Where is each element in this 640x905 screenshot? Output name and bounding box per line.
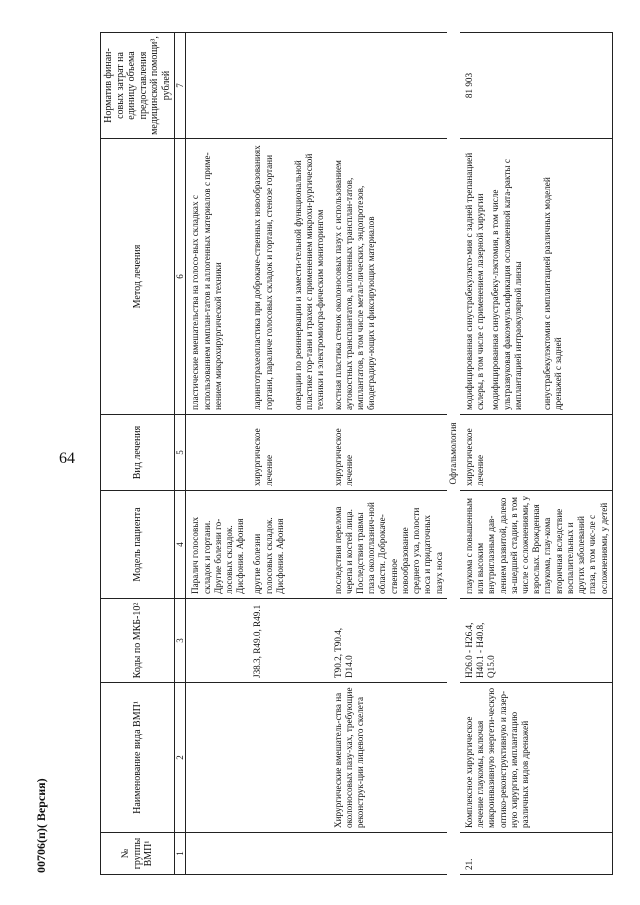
vmp-name-cell: Хирургические вмешатель-ства на околоносовых пазу-хах, требующие реконструк-ции лицевого скелета: [329, 683, 447, 833]
treatment-method-cell: пластические вмешательства на голосо-вых складках с использованием имплан-татов и аллогенных материалов с приме-нением микрохирургической техники: [186, 139, 249, 415]
patient-model-cell: другие болезни голосовых складок. Дисфония. Афония: [248, 491, 328, 599]
icd-codes-cell: T90.2, T90.4, D14.0: [329, 599, 447, 683]
patient-model-cell: Паралич голосовых складок и гортани. Другие болезни го-лосовых складок. Дисфония. Афония: [186, 491, 249, 599]
col-number: 6: [175, 139, 186, 415]
patient-model-cell: последствия перелома черепа и костей лица. Последствия травмы глаза окологлазнич-ной области. Доброкаче-ственное новообразование среднего уха, полости носа и придаточных пазух носа: [329, 491, 447, 599]
col-number: 3: [175, 599, 186, 683]
icd-codes-cell: J38.3, R49.0, R49.1: [248, 599, 328, 683]
vmp-name-cell: Комплексное хирургическое лечение глаукомы, включая микроинвазивную энергети-ческую оптико-реконструктивную и лазер-ную хирургию, имплантацию различных видов дренажей: [460, 683, 612, 833]
section-row: [447, 33, 460, 875]
treatment-method-cell: костная пластика стенок околоносовых пазух с использованием аутокостных трансплантатов, аллогенных трансплан-татов, имплантатов, в том числе метал-лических, эндопротезов, биодеградиру-ющих и фиксирующих материалов: [329, 139, 447, 415]
page-number: 64: [59, 450, 75, 467]
treatment-method-cell: [248, 139, 328, 415]
treatment-method-item: модифицированная синустрабекулэкто-мия с задней трепанацией склеры, в том числе с применением лазерной хирургии: [463, 152, 486, 410]
treatment-method-item: синустрабекулэктомия с имплантацией различных моделей дренажей с задней: [542, 177, 564, 410]
header-treatment-type: Вид лечения: [101, 415, 175, 491]
treatment-method-item: модифицированная синустрабеку-лэктомия, в том числе ультразвуковая факоэмульсификация осложненной ката-ракты с имплантацией интраокулярной линзы: [490, 159, 523, 410]
header-treatment-method: Метод лечения: [101, 139, 175, 415]
header-group-number: № группы ВМП¹: [101, 833, 175, 875]
cost-norm-cell: 81 903: [460, 33, 612, 139]
section-title: Офтальмология: [447, 422, 458, 485]
col-number: 2: [175, 683, 186, 833]
col-number: 1: [175, 833, 186, 875]
vmp-table: [100, 32, 613, 875]
table-row: [460, 33, 612, 875]
col-number: 7: [175, 33, 186, 139]
footer-text: 00706(п)( Версия): [34, 778, 48, 873]
table-row: [248, 33, 328, 875]
header-patient-model: Модель пациента: [101, 491, 175, 599]
table-row: [329, 33, 447, 875]
col-number: 4: [175, 491, 186, 599]
header-icd-codes: Коды по МКБ-10²: [101, 599, 175, 683]
col-number: 5: [175, 415, 186, 491]
treatment-method-cell: [460, 139, 612, 415]
header-vmp-name: Наименование вида ВМП¹: [101, 683, 175, 833]
group-number-cell: 21.: [460, 833, 612, 875]
treatment-type-cell: хирургическое лечение: [248, 415, 328, 491]
treatment-type-cell: хирургическое лечение: [460, 415, 612, 491]
table-row: [186, 33, 249, 875]
treatment-method-item: операции по реиннервации и замести-тельной функциональной пластике гор-тани и трахеи с применением микрохи-рургической техники и электромиогра-фическим мониторингом: [292, 153, 326, 410]
treatment-type-cell: хирургическое лечение: [329, 415, 447, 491]
column-number-row: [175, 33, 186, 875]
icd-codes-cell: H26.0 - H26.4, H40.1 - H40.8, Q15.0: [460, 599, 612, 683]
header-row: [101, 33, 175, 875]
treatment-method-item: ларинготрахеопластика при доброкаче-ственных новообразованиях гортани, параличе голосовых складок и гортани, стенозе гортани: [252, 145, 274, 410]
patient-model-cell: глаукома с повышенным или высоким внутриглазным дав-лением развитой, далеко за-шедшей стадии, в том числе с осложнениями, у взрослых. Врожденная глаукома, глау-кома вторичная вследствие воспалительных и других заболеваний глаза, в том чис-ле с осложнениями, у детей: [460, 491, 612, 599]
header-cost-norm: Норматив финан-совых затрат на единицу объема предоставления медицинской помощи³, рублей: [101, 33, 175, 139]
